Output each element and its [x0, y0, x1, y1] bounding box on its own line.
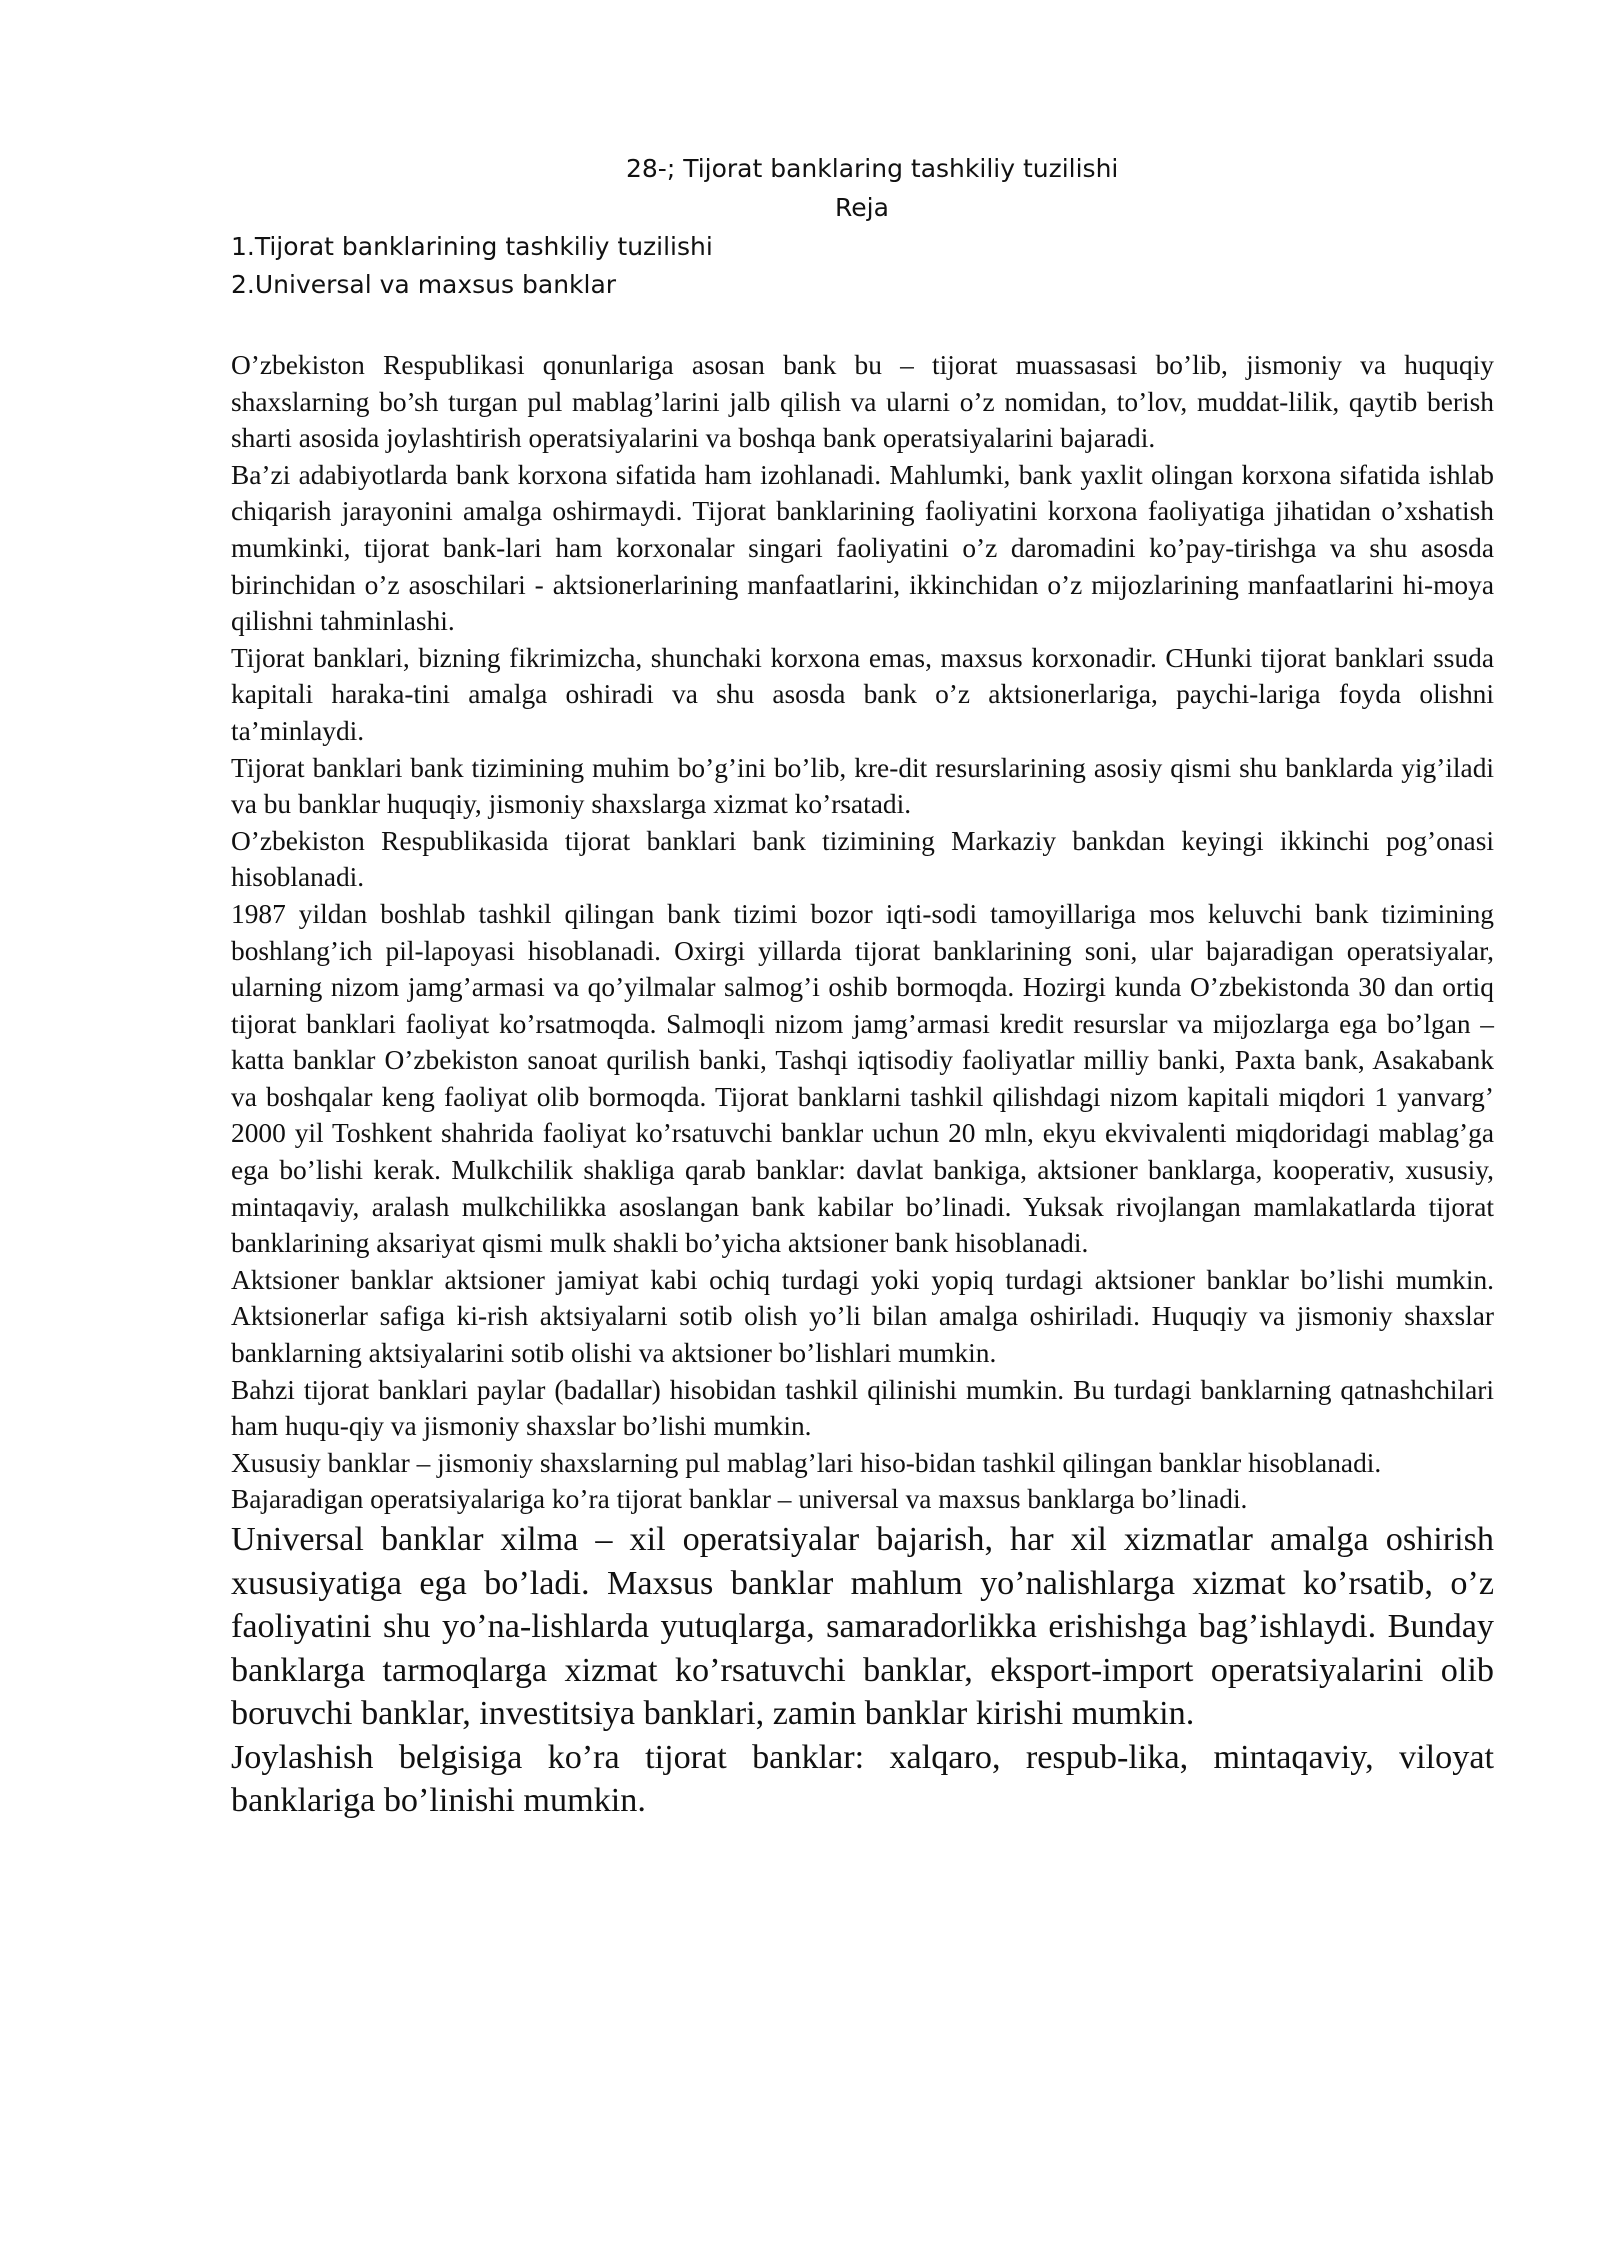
plan-item: 2.Universal va maxsus banklar: [231, 270, 617, 299]
paragraph: Aktsioner banklar aktsioner jamiyat kabi ochiq turdagi yoki yopiq turdagi aktsioner banklar bo’lishi mumkin. Aktsionerlar safiga ki-rish aktsiyalarni sotib olish yo’li bilan amalga oshiriladi. Huquqiy va jismoniy shaxslar banklarning aktsiyalarini sotib olishi va aktsioner bo’lishlari mumkin.: [231, 1264, 1494, 1369]
plan-list: [231, 228, 931, 304]
paragraph: Bahzi tijorat banklari paylar (badallar) hisobidan tashkil qilinishi mumkin. Bu turdagi banklarning qatnashchilari ham huqu-qiy va jismoniy shaxslar bo’lishi mumkin.: [231, 1374, 1494, 1442]
paragraph: 1987 yildan boshlab tashkil qilingan bank tizimi bozor iqti-sodi tamoyillariga mos keluvchi bank tizimining boshlang’ich pil-lapoyasi hisoblanadi. Oxirgi yillarda tijorat banklarining soni, ular bajaradigan operatsiyalar, ularning nizom jamg’armasi va qo’yilmalar salmog’i oshib bormoqda. Hozirgi kunda O’zbekistonda 30 dan ortiq tijorat banklari faoliyat ko’rsatmoqda. Salmoqli nizom jamg’armasi kredit resurslar va mijozlarga ega bo’lgan – katta banklar O’zbekiston sanoat qurilish banki, Tashqi iqtisodiy faoliyatlar milliy banki, Paxta bank, Asakabank va boshqalar keng faoliyat olib bormoqda. Tijorat banklarni tashkil qilishdagi nizom kapitali miqdori 1 yanvarg’ 2000 yil Toshkent shahrida faoliyat ko’rsatuvchi banklar uchun 20 mln, ekyu ekvivalenti miqdoridagi mablag’ga ega bo’lishi kerak. Mulkchilik shakliga qarab banklar: davlat bankiga, aktsioner banklarga, kooperativ, xususiy, mintaqaviy, aralash mulkchilikka asoslangan bank kabilar bo’linadi. Yuksak rivojlangan mamlakatlarda tijorat banklarining aksariyat qismi mulk shakli bo’yicha aktsioner bank hisoblanadi.: [231, 898, 1494, 1259]
document-title: 28-; Tijorat banklaring tashkiliy tuzilishi: [626, 154, 1119, 183]
paragraph: Tijorat banklari bank tizimining muhim bo’g’ini bo’lib, kre-dit resurslarining asosiy qismi shu banklarda yig’iladi va bu banklar huquqiy, jismoniy shaxslarga xizmat ko’rsatadi.: [231, 752, 1494, 820]
paragraph: Tijorat banklari, bizning fikrimizcha, shunchaki korxona emas, maxsus korxonadir. CHunki tijorat banklari ssuda kapitali haraka-tini amalga oshiradi va shu asosda bank o’z aktsionerlariga, paychi-lariga foyda olishni ta’minlaydi.: [231, 642, 1494, 746]
document-body: [231, 347, 1494, 1823]
paragraph: Joylashish belgisiga ko’ra tijorat banklar: xalqaro, respub-lika, mintaqaviy, viloyat banklariga bo’linishi mumkin.: [231, 1738, 1494, 1819]
paragraph: Xususiy banklar – jismoniy shaxslarning pul mablag’lari hiso-bidan tashkil qilingan banklar hisoblanadi.: [231, 1447, 1382, 1478]
paragraph: O’zbekiston Respublikasi qonunlariga asosan bank bu – tijorat muassasasi bo’lib, jismoniy va huquqiy shaxslarning bo’sh turgan pul mablag’larini jalb qilish va ularni o’z nomidan, to’lov, muddat-lilik, qaytib berish sharti asosida joylashtirish operatsiyalarini va boshqa bank operatsiyalarini bajaradi.: [231, 350, 1494, 454]
paragraph: O’zbekiston Respublikasida tijorat banklari bank tizimining Markaziy bankdan keyingi ikkinchi pog’onasi hisoblanadi.: [231, 825, 1494, 893]
plan-item: 1.Tijorat banklarining tashkiliy tuzilishi: [231, 232, 713, 261]
plan-heading: Reja: [835, 193, 889, 222]
paragraph: Bajaradigan operatsiyalariga ko’ra tijorat banklar – universal va maxsus banklarga bo’linadi.: [231, 1484, 1248, 1515]
paragraph: Universal banklar xilma – xil operatsiyalar bajarish, har xil xizmatlar amalga oshirish xususiyatiga ega bo’ladi. Maxsus banklar mahlum yo’nalishlarga xizmat ko’rsatib, o’z faoliyatini shu yo’na-lishlarda yutuqlarga, samaradorlikka erishishga bag’ishlaydi. Bunday banklarga tarmoqlarga xizmat ko’rsatuvchi banklar, eksport-import operatsiyalarini olib boruvchi banklar, investitsiya banklari, zamin banklar kirishi mumkin.: [231, 1521, 1494, 1732]
paragraph: Ba’zi adabiyotlarda bank korxona sifatida ham izohlanadi. Mahlumki, bank yaxlit olingan korxona sifatida ishlab chiqarish jarayonini amalga oshirmaydi. Tijorat banklarining faoliyatini korxona faoliyatiga jihatidan o’xshatish mumkinki, tijorat bank-lari ham korxonalar singari faoliyatini o’z daromadini ko’pay-tirishga va shu asosda birinchidan o’z asoschilari - aktsionerlarining manfaatlarini, ikkinchidan o’z mijozlarining manfaatlarini hi-moya qilishni tahminlashi.: [231, 459, 1494, 637]
